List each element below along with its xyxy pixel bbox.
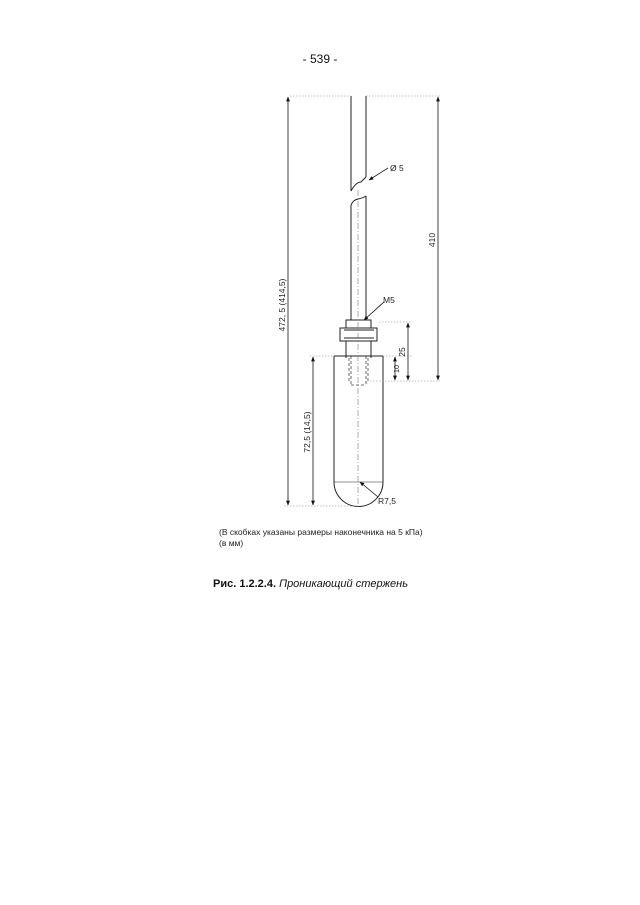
figure-units-note: (в мм) xyxy=(219,538,244,548)
leaders xyxy=(360,168,388,497)
label-total-length: 472, 5 (414,5) xyxy=(277,278,287,332)
figure-caption xyxy=(213,578,408,590)
figure-caption-number: Рис. 1.2.2.4. xyxy=(213,578,277,590)
rod-lower xyxy=(351,196,366,320)
label-rod-length: 410 xyxy=(427,232,437,248)
label-thread: M5 xyxy=(383,295,395,305)
rod-upper xyxy=(351,96,366,191)
page-number: - 539 - xyxy=(302,52,338,66)
tip-body xyxy=(334,356,383,506)
figure-note: (В скобках указаны размеры наконечника на 5 кПа) xyxy=(219,527,423,537)
label-thread-depth: 25 xyxy=(397,347,407,357)
figure-caption-title: Проникающий стержень xyxy=(279,578,409,590)
label-radius: R7,5 xyxy=(378,496,396,506)
threaded-hole xyxy=(349,356,368,385)
label-tip-length: 72,5 (14,5) xyxy=(302,411,312,453)
nut xyxy=(340,320,377,358)
label-diameter: Ø 5 xyxy=(390,163,404,173)
label-nut-depth: 10 xyxy=(392,364,401,374)
